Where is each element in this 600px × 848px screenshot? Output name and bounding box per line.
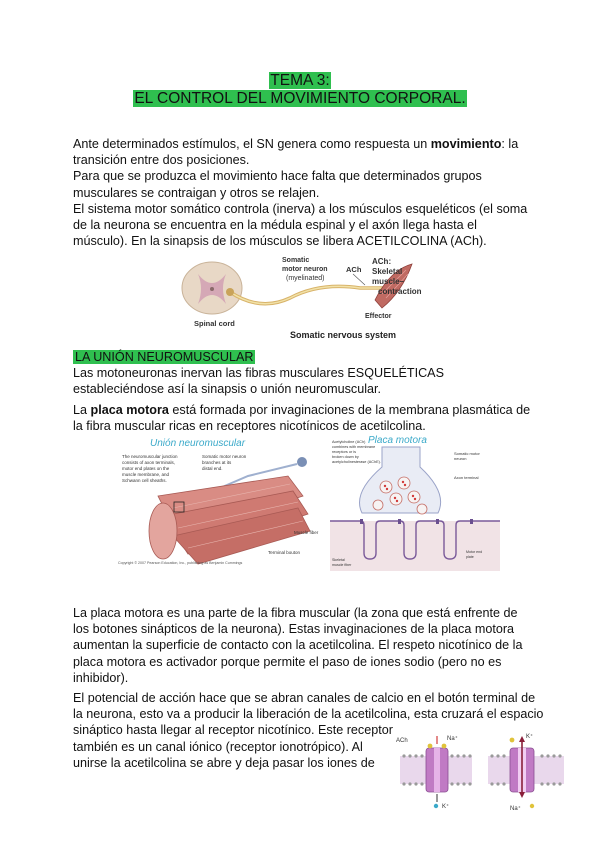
label-k-f4-right: K⁺ (526, 734, 534, 740)
svg-text:muscle membrane, and: muscle membrane, and (122, 472, 170, 477)
figure3-title: Placa motora (368, 435, 427, 446)
pa-line-5: unirse la acetilcolina se abre y deja pasar los iones de (73, 755, 375, 770)
label-axon-terminal: Axon terminal (454, 475, 479, 480)
somatic-nervous-system-figure (160, 252, 450, 344)
label-terminal-bouton: Terminal bouton (268, 550, 301, 555)
label-k-f4-left: K⁺ (442, 804, 450, 810)
placa-motora-figure (330, 433, 500, 571)
svg-text:consists of axon terminals,: consists of axon terminals, (122, 460, 176, 465)
svg-text:distal end.: distal end. (202, 466, 223, 471)
svg-text:Schwann cell sheaths.: Schwann cell sheaths. (122, 478, 167, 483)
union-neuromuscular-figure (118, 436, 328, 568)
label-muscle-fiber: Muscle fiber (294, 530, 319, 535)
svg-text:Acetylcholine (ACh): Acetylcholine (ACh) (332, 440, 366, 444)
figure1-caption: Somatic nervous system (290, 330, 397, 340)
intro-paragraph: Ante determinados estímulos, el SN genera como respuesta un movimiento: la transición entre dos posiciones. Para que se produzca el movimiento hace falta que determinados grupos musculares se contraigan y otros se relajen. El sistema motor somático controla (inerva) a los músculos esqueléticos (el soma de la neurona se encuentra en la médula espinal y el axón llega hasta el músculo). En la sinapsis de los músculos se libera ACETILCOLINA (ACh). (73, 137, 528, 249)
svg-text:plate: plate (466, 555, 474, 559)
label-effector: Effector (365, 313, 392, 320)
label-ach-target-3: muscle– (372, 277, 405, 286)
svg-text:branches at its: branches at its (202, 460, 232, 465)
label-motor-neuron-2: motor neuron (282, 266, 328, 273)
label-motor-neuron-3: (myelinated) (286, 275, 325, 282)
svg-text:muscle fiber: muscle fiber (332, 563, 352, 567)
label-ach-target-1: ACh: (372, 257, 392, 266)
svg-text:motor end plates on the: motor end plates on the (122, 466, 170, 471)
svg-text:combines with membrane: combines with membrane (332, 445, 376, 449)
svg-text:Somatic motor: Somatic motor (454, 451, 480, 456)
svg-text:The neuromuscular junction: The neuromuscular junction (122, 454, 178, 459)
pa-line-2: la neurona, esto va a producir la liberación de la acetilcolina, esta cruzará el espacio (73, 707, 544, 722)
title-line-2: EL CONTROL DEL MOVIMIENTO CORPORAL. (134, 90, 466, 107)
title-line-1: TEMA 3: (270, 72, 330, 89)
pa-line-1: El potencial de acción hace que se abran canales de calcio en el botón terminal de (73, 691, 536, 705)
section-paragraph-1: Las motoneuronas inervan las fibras musculares ESQUELÉTICAS estableciéndose así la sinapsis o unión neuromuscular. (73, 366, 444, 397)
label-na-f4-left: Na⁺ (447, 736, 458, 742)
svg-text:acetylcholinesterase (AChE).: acetylcholinesterase (AChE). (332, 460, 381, 464)
section-heading: LA UNIÓN NEUROMUSCULAR (75, 350, 254, 364)
label-ach: ACh (346, 265, 362, 274)
intro-line-2: Para que se produzca el movimiento hace falta que determinados grupos musculares se contraigan y otros se relajen. (73, 169, 482, 200)
label-ach-f4: ACh (396, 738, 408, 744)
svg-text:Motor end: Motor end (466, 550, 483, 554)
figure2-copyright: Copyright © 2007 Pearson Education, Inc., publishing as Benjamin Cummings (118, 561, 243, 565)
intro-line-3: El sistema motor somático controla (inerva) a los músculos esqueléticos (el soma de la neurona se encuentra en la médula espinal y el axón llega hasta el músculo). En la sinapsis de los músculos se libera ACETILCOLINA (ACh). (73, 201, 528, 249)
svg-text:neuron: neuron (454, 456, 467, 461)
svg-text:receptors or is: receptors or is (332, 450, 357, 454)
label-spinal-cord: Spinal cord (194, 319, 235, 328)
label-ach-target-4: contraction (378, 287, 422, 296)
svg-text:Somatic motor neuron: Somatic motor neuron (202, 454, 247, 459)
label-na-f4-right: Na⁺ (510, 806, 521, 812)
section-paragraph-2: La placa motora está formada por invaginaciones de la membrana plasmática de la fibra muscular ricas en receptores nicotínicos de acetilcolina. (73, 403, 531, 434)
bold-movimiento: movimiento (430, 137, 502, 151)
figure2-title: Unión neuromuscular (150, 438, 246, 449)
svg-text:broken down by: broken down by (332, 455, 359, 459)
placa-motora-paragraph: La placa motora es una parte de la fibra muscular (la zona que está enfrente de los botones sinápticos de la neurona). Estas invaginaciones de la placa motora aumentan la superficie de contacto con la acetilcolina. El respeto nicotínico de la placa motora es activador porque permite el paso de iones sodio (pero no es inhibidor). (73, 606, 523, 685)
label-motor-neuron-1: Somatic (282, 257, 310, 264)
nicotinic-receptor-figure (392, 730, 568, 814)
bold-placa-motora: placa motora (90, 403, 169, 417)
pa-line-4: también es un canal iónico (receptor ionotrópico). Al (73, 739, 363, 754)
pa-line-3: sináptico hasta llegar al receptor nicotínico. Este receptor (73, 723, 393, 738)
label-ach-target-2: Skeletal (372, 267, 403, 276)
svg-text:Skeletal: Skeletal (332, 558, 345, 562)
